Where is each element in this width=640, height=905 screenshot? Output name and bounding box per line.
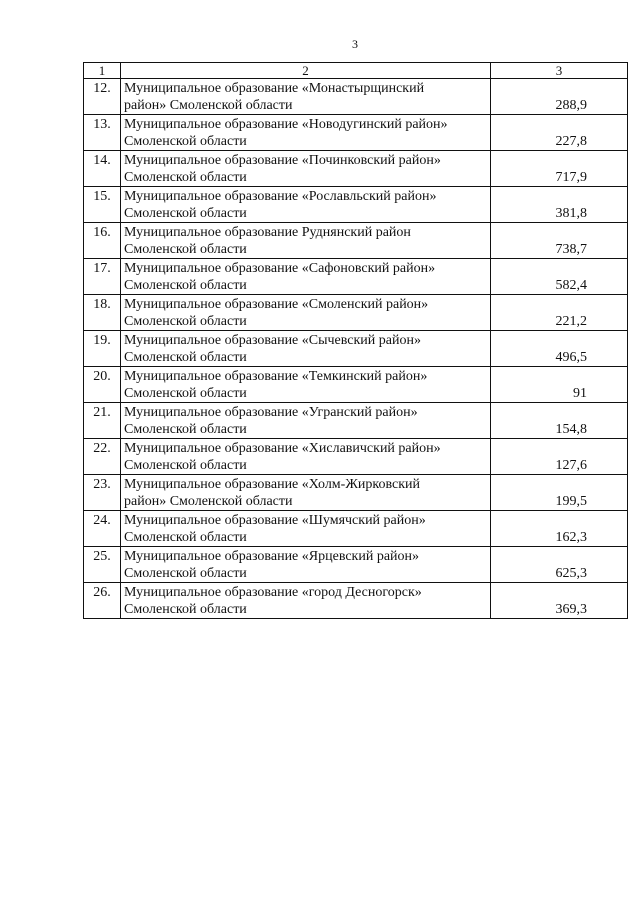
name-line-1: Муниципальное образование «Хиславичский район» — [124, 441, 441, 456]
row-number: 16. — [84, 223, 121, 259]
name-line-1: Муниципальное образование «Холм-Жирковский — [124, 477, 420, 492]
row-value: 227,8 — [491, 115, 628, 151]
name-line-2: Смоленской области — [124, 206, 247, 221]
name-line-1: Муниципальное образование «Смоленский район» — [124, 297, 429, 312]
row-value: 162,3 — [491, 511, 628, 547]
municipality-name — [121, 223, 491, 259]
name-line-1: Муниципальное образование «Угранский район» — [124, 405, 418, 420]
name-line-1: Муниципальное образование «Починковский район» — [124, 153, 441, 168]
name-line-2: Смоленской области — [124, 422, 247, 437]
row-value: 717,9 — [491, 151, 628, 187]
row-number: 17. — [84, 259, 121, 295]
name-line-2: Смоленской области — [124, 134, 247, 149]
name-line-2: район» Смоленской области — [124, 98, 293, 113]
row-number: 25. — [84, 547, 121, 583]
name-line-2: Смоленской области — [124, 242, 247, 257]
name-line-1: Муниципальное образование «Темкинский район» — [124, 369, 428, 384]
name-line-1: Муниципальное образование «Новодугинский район» — [124, 117, 448, 132]
row-number: 20. — [84, 367, 121, 403]
name-line-2: Смоленской области — [124, 170, 247, 185]
name-line-2: район» Смоленской области — [124, 494, 293, 509]
column-header-2: 2 — [121, 63, 491, 79]
name-line-1: Муниципальное образование Руднянский район — [124, 225, 411, 240]
name-line-2: Смоленской области — [124, 314, 247, 329]
table-row — [84, 259, 628, 295]
name-line-2: Смоленской области — [124, 530, 247, 545]
row-value: 625,3 — [491, 547, 628, 583]
header-row — [84, 63, 628, 79]
row-number: 12. — [84, 79, 121, 115]
row-value: 127,6 — [491, 439, 628, 475]
name-line-1: Муниципальное образование «город Десногорск» — [124, 585, 422, 600]
data-table — [83, 62, 628, 619]
name-line-1: Муниципальное образование «Рославльский район» — [124, 189, 437, 204]
municipality-name — [121, 475, 491, 511]
municipality-name — [121, 439, 491, 475]
row-value: 221,2 — [491, 295, 628, 331]
municipality-name — [121, 79, 491, 115]
table-row — [84, 403, 628, 439]
municipality-name — [121, 259, 491, 295]
row-number: 21. — [84, 403, 121, 439]
row-value: 288,9 — [491, 79, 628, 115]
row-value: 91 — [491, 367, 628, 403]
name-line-2: Смоленской области — [124, 278, 247, 293]
table-row — [84, 511, 628, 547]
table-row — [84, 223, 628, 259]
table-row — [84, 115, 628, 151]
name-line-1: Муниципальное образование «Сафоновский район» — [124, 261, 436, 276]
row-value: 369,3 — [491, 583, 628, 619]
row-number: 19. — [84, 331, 121, 367]
name-line-1: Муниципальное образование «Монастырщинский — [124, 81, 425, 96]
table-row — [84, 151, 628, 187]
municipality-name — [121, 547, 491, 583]
column-header-1: 1 — [84, 63, 121, 79]
name-line-2: Смоленской области — [124, 458, 247, 473]
municipality-name — [121, 295, 491, 331]
municipality-name — [121, 151, 491, 187]
name-line-1: Муниципальное образование «Ярцевский район» — [124, 549, 420, 564]
column-header-3: 3 — [491, 63, 628, 79]
table-body — [84, 79, 628, 619]
row-number: 18. — [84, 295, 121, 331]
municipality-name — [121, 583, 491, 619]
municipality-name — [121, 331, 491, 367]
row-number: 15. — [84, 187, 121, 223]
name-line-2: Смоленской области — [124, 566, 247, 581]
municipality-name — [121, 115, 491, 151]
name-line-2: Смоленской области — [124, 350, 247, 365]
name-line-2: Смоленской области — [124, 386, 247, 401]
table-row — [84, 439, 628, 475]
name-line-1: Муниципальное образование «Сычевский район» — [124, 333, 421, 348]
row-number: 22. — [84, 439, 121, 475]
row-value: 496,5 — [491, 331, 628, 367]
municipality-name — [121, 403, 491, 439]
table-row — [84, 79, 628, 115]
table-row — [84, 295, 628, 331]
municipality-name — [121, 187, 491, 223]
row-number: 23. — [84, 475, 121, 511]
row-number: 14. — [84, 151, 121, 187]
row-number: 24. — [84, 511, 121, 547]
name-line-1: Муниципальное образование «Шумячский район» — [124, 513, 426, 528]
row-number: 26. — [84, 583, 121, 619]
table-row — [84, 547, 628, 583]
table-header — [84, 63, 628, 79]
table-row — [84, 187, 628, 223]
table-row — [84, 475, 628, 511]
row-value: 154,8 — [491, 403, 628, 439]
table-row — [84, 367, 628, 403]
table-row — [84, 583, 628, 619]
row-value: 738,7 — [491, 223, 628, 259]
row-number: 13. — [84, 115, 121, 151]
page-number: 3 — [352, 37, 358, 51]
municipality-name — [121, 367, 491, 403]
table-row — [84, 331, 628, 367]
name-line-2: Смоленской области — [124, 602, 247, 617]
row-value: 582,4 — [491, 259, 628, 295]
municipality-name — [121, 511, 491, 547]
row-value: 199,5 — [491, 475, 628, 511]
row-value: 381,8 — [491, 187, 628, 223]
